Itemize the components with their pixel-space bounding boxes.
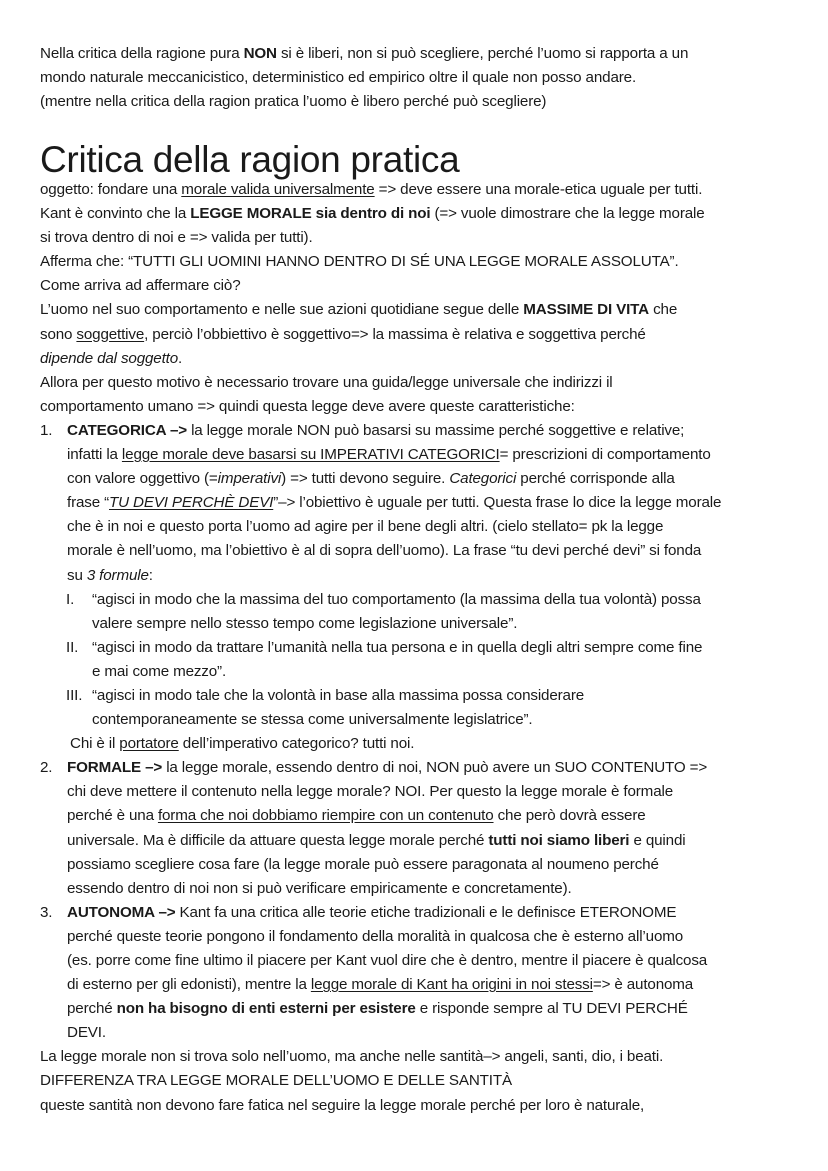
italic-text: 3 formule [86,566,149,584]
text-run: valere sempre nello stesso tempo come legislazione universale”. [92,614,518,632]
text-line [40,949,820,973]
section-title: Critica della ragion pratica [40,139,460,180]
list-item-line [40,419,820,443]
text-run: che è in noi e questo porta l’uomo ad agire per il bene degli altri. (cielo stellato= pk la legge [67,518,664,536]
text-run: perché queste teorie pongono il fondamento della moralità in qualcosa che è esterno all’uomo [67,927,684,945]
text-run: si è liberi, non si può scegliere, perché l’uomo si rapporta a un [276,45,689,62]
underlined-text: legge morale di Kant ha origini in noi stessi [310,976,593,994]
text-line [40,323,820,347]
text-run: perché corrisponde alla [516,470,675,488]
text-line [40,1045,820,1069]
text-run: (es. porre come fine ultimo il piacere per Kant vuol dire che è dentro, mentre il piacere è qualcosa [67,952,708,969]
text-run: Kant fa una critica alle teorie etiche tradizionali e le definisce ETERONOME [175,903,677,921]
text-line [40,250,820,274]
text-run: la legge morale NON può basarsi su massime perché soggettive e relative; [187,421,685,439]
text-run: Chi è il [70,735,120,753]
text-line [40,491,820,515]
list-item-line [40,756,820,780]
italic-text: Categorici [449,470,517,488]
text-line [40,539,820,563]
text-run: Nella critica della ragione pura [40,45,244,62]
underlined-text: legge morale deve basarsi su IMPERATIVI CATEGORICI [121,446,500,464]
underlined-text: soggettive [76,325,145,343]
text-line [40,612,820,636]
document-page [40,42,820,1118]
text-run: : [148,566,153,584]
underlined-text: forma che noi dobbiamo riempire con un contenuto [157,807,494,825]
text-line [40,298,820,322]
text-run: (mentre nella critica della ragion pratica l’uomo è libero perché può scegliere) [40,93,547,110]
text-run: L’uomo nel suo comportamento e nelle sue azioni quotidiane segue delle [40,301,524,319]
list-item-line [40,901,820,925]
underlined-text: portatore [119,735,179,753]
underlined-text: morale valida universalmente [181,181,375,198]
text-run: DEVI. [67,1024,106,1042]
section-body [40,178,820,1118]
text-line [40,1069,820,1093]
text-run: contemporaneamente se stessa come universalmente legislatrice”. [92,711,533,729]
text-run: = prescrizioni di comportamento [499,446,711,464]
text-line [40,804,820,828]
underlined-text: TU DEVI PERCHÈ DEVI [109,494,274,512]
text-run: DIFFERENZA TRA LEGGE MORALE DELL’UOMO E DELLE SANTITÀ [40,1072,512,1090]
list-item-line [40,684,820,708]
text-line [40,973,820,997]
intro-paragraph [40,42,820,114]
list-marker: I. [66,590,75,608]
bold-text: tutti noi siamo liberi [488,831,630,849]
text-run: . [178,349,183,367]
text-line [40,347,820,371]
text-run: comportamento umano => quindi questa legge deve avere queste caratteristiche: [40,397,575,415]
text-line [40,997,820,1021]
text-run: (=> vuole dimostrare che la legge morale [430,205,705,223]
text-run: Afferma che: “TUTTI GLI UOMINI HANNO DENTRO DI SÉ UNA LEGGE MORALE ASSOLUTA”. [40,253,679,271]
text-line [40,395,820,419]
list-item-line [40,588,820,612]
text-run: e quindi [629,831,686,849]
text-line [40,202,820,226]
text-run: La legge morale non si trova solo nell’uomo, ma anche nelle santità–> angeli, santi, dio, i beati. [40,1048,664,1066]
text-run: e mai come mezzo”. [92,662,227,680]
text-line [40,564,820,588]
text-run: la legge morale, essendo dentro di noi, NON può avere un SUO CONTENUTO => [162,759,708,777]
italic-text: dipende dal soggetto [40,349,179,367]
text-run: possiamo scegliere cosa fare (la legge morale può essere paragonata al noumeno perché [67,855,659,873]
text-line [40,467,820,491]
text-run: ) => tutti devono seguire. [281,470,450,488]
bold-text: MASSIME DI VITA [523,301,650,319]
text-line [40,660,820,684]
text-run: si trova dentro di noi e => valida per tutti). [40,229,313,247]
text-run: che però dovrà essere [493,807,646,825]
text-run: , perciò l’obbiettivo è soggettivo=> la massima è relativa e soggettiva perché [144,325,646,343]
text-run: “agisci in modo che la massima del tuo comportamento (la massima della tua volontà) possa [92,590,701,608]
text-run: e risponde sempre al TU DEVI PERCHÉ [415,1000,688,1018]
text-line [40,371,820,395]
text-line [40,925,820,949]
text-run: che [649,301,678,319]
text-run: con valore oggettivo (= [67,470,218,488]
text-run: morale è nell’uomo, ma l’obiettivo è al di sopra dell’uomo). La frase “tu devi perché devi” si fonda [67,542,702,560]
list-marker: III. [66,686,83,704]
text-line [40,853,820,877]
list-item-line [40,636,820,660]
text-run: => è autonoma [592,976,694,994]
italic-text: imperativi [217,470,282,488]
text-line [40,274,820,298]
bold-text: non ha bisogno di enti esterni per esistere [116,1000,416,1018]
list-marker: 1. [40,421,53,439]
text-line [40,732,820,756]
text-run: di esterno per gli edonisti), mentre la [67,976,311,994]
text-line [40,443,820,467]
bold-text: FORMALE –> [67,759,163,777]
text-line [40,1021,820,1045]
bold-text: AUTONOMA –> [67,903,176,921]
list-marker: 2. [40,759,53,777]
text-run: dell’imperativo categorico? tutti noi. [178,735,415,753]
list-marker: 3. [40,903,53,921]
text-run: chi deve mettere il contenuto nella legge morale? NOI. Per questo la legge morale è formale [67,783,674,801]
text-run: mondo naturale meccanicistico, deterministico ed empirico oltre il quale non posso andare. [40,69,637,86]
text-line [40,1094,820,1118]
text-run: ”–> l’obiettivo è uguale per tutti. Questa frase lo dice la legge morale [273,494,722,512]
text-line [40,780,820,804]
text-line [40,42,820,66]
list-marker: II. [66,638,79,656]
text-run: sono [40,325,77,343]
text-line [40,515,820,539]
text-run: => deve essere una morale-etica uguale per tutti. [374,181,703,198]
text-run: essendo dentro di noi non si può verificare empiricamente e concretamente). [67,879,572,897]
bold-text: LEGGE MORALE sia dentro di noi [190,205,431,223]
text-line [40,226,820,250]
text-run: “agisci in modo tale che la volontà in base alla massima possa considerare [92,686,585,704]
text-line [40,178,820,202]
text-run: perché [67,1000,117,1018]
text-run: infatti la [67,446,122,464]
text-run: oggetto: fondare una [40,181,182,198]
text-run: universale. Ma è difficile da attuare questa legge morale perché [67,831,489,849]
text-line [40,90,820,114]
bold-text: NON [243,45,277,62]
text-run: su [67,566,87,584]
text-line [40,708,820,732]
text-line [40,66,820,90]
text-run: frase “ [67,494,109,512]
text-line [40,829,820,853]
bold-text: CATEGORICA –> [67,421,187,439]
text-run: Allora per questo motivo è necessario trovare una guida/legge universale che indirizzi il [40,373,613,391]
text-run: queste santità non devono fare fatica nel seguire la legge morale perché per loro è naturale, [40,1096,645,1114]
text-run: “agisci in modo da trattare l’umanità nella tua persona e in quella degli altri sempre come fine [92,638,703,656]
text-run: perché è una [67,807,158,825]
text-line [40,877,820,901]
text-run: Come arriva ad affermare ciò? [40,277,241,295]
text-run: Kant è convinto che la [40,205,191,223]
